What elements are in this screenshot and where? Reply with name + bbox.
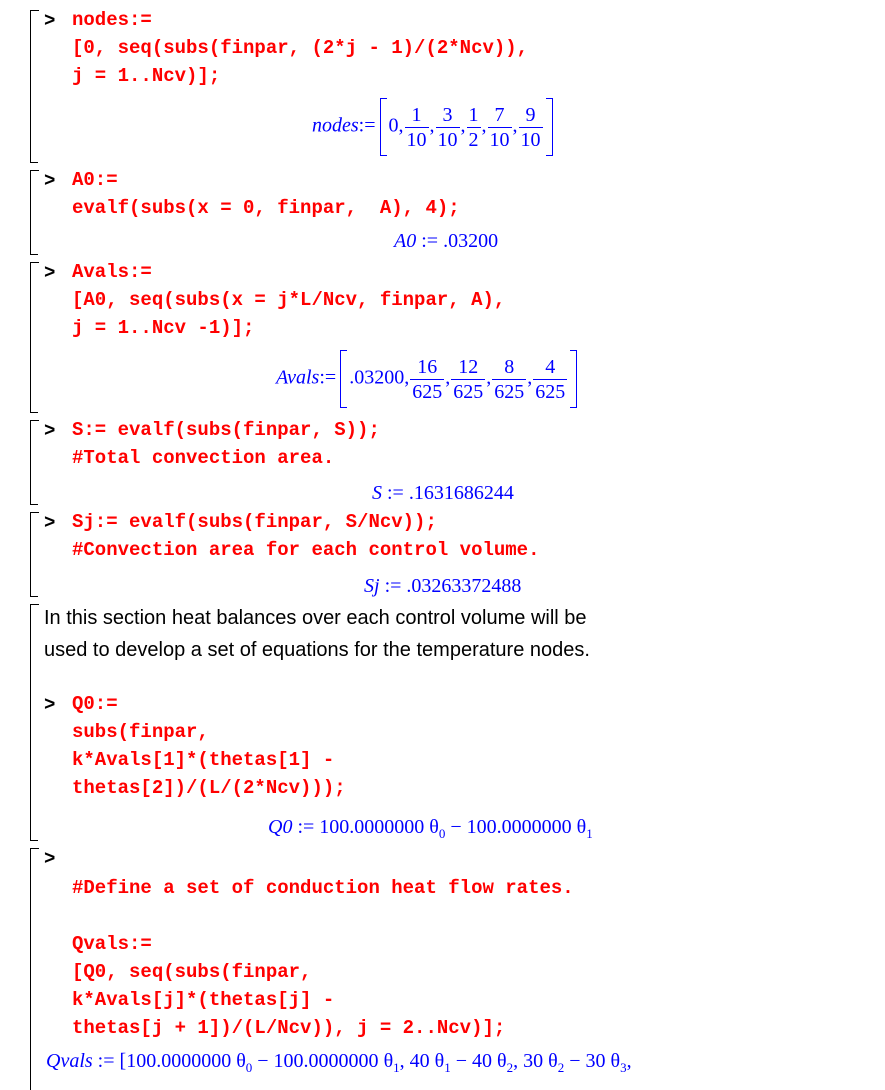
code-line [72,902,574,930]
first-value: .03200, [349,366,410,389]
code-line: #Total convection area. [72,447,335,469]
execution-group-bracket[interactable] [30,262,39,413]
left-bracket [340,350,347,408]
output-lhs: A0 [394,230,417,252]
code-line [72,846,574,874]
output-lhs: nodes [312,114,359,137]
code-line: Avals:= [72,261,152,283]
execution-group-bracket[interactable] [30,604,39,841]
code-line: k*Avals[j]*(thetas[j] - [72,989,335,1011]
code-line: #Define a set of conduction heat flow rates. [72,877,574,899]
code-input[interactable] [72,258,505,342]
code-line: thetas[j + 1])/(L/Ncv)), j = 2..Ncv)]; [72,1017,506,1039]
output-Sj: Sj := .03263372488 [364,575,522,597]
fraction: $\frac{16}{625}$ [412,355,443,403]
input-prompt: > [44,420,56,442]
output-Q0: Q0 := 100.0000000 $\theta_0 - 100.0000000$ $\theta_1$ [268,816,593,841]
code-line: S:= evalf(subs(finpar, S)); [72,419,380,441]
input-prompt: > [44,848,56,870]
output-Qvals: Qvals := [100.0000000 $\theta_0 - 100.0000000$ $\theta_1$, 40 $\theta_1 - 40$ $\theta_2$, 30 $\theta_2 - 30$ $\theta_3$, [46,1050,632,1075]
code-line: j = 1..Ncv -1)]; [72,317,255,339]
code-line: #Convection area for each control volume. [72,539,540,561]
code-line: A0:= [72,169,118,191]
code-input[interactable] [72,416,380,472]
output-value: .03263372488 [406,575,522,597]
fraction: $\frac{4}{625}$ [535,355,566,403]
input-prompt: > [44,694,56,716]
code-input[interactable] [72,690,346,802]
assign-op: := [358,114,376,137]
code-line: j = 1..Ncv)]; [72,65,221,87]
code-line: Sj:= evalf(subs(finpar, S/Ncv)); [72,511,437,533]
code-input[interactable] [72,508,539,564]
code-line: k*Avals[1]*(thetas[1] - [72,749,335,771]
output-lhs: S [372,482,382,504]
fraction: $\frac{8}{625}$ [494,355,525,403]
code-line: [A0, seq(subs(x = j*L/Ncv, finpar, A), [72,289,506,311]
output-S: S := .1631686244 [372,482,514,504]
execution-group-bracket[interactable] [30,10,39,163]
right-bracket [546,98,553,156]
code-line: [0, seq(subs(finpar, (2*j - 1)/(2*Ncv)), [72,37,529,59]
fraction: $\frac{7}{10}$ [489,103,510,151]
execution-group-bracket[interactable] [30,170,39,255]
output-A0: A0 := .03200 [394,230,499,252]
execution-group-bracket[interactable] [30,512,39,597]
code-line: nodes:= [72,9,152,31]
code-input[interactable] [72,166,460,222]
execution-group-bracket[interactable] [30,848,39,1090]
fraction: $\frac{3}{10}$ [437,103,458,151]
code-input[interactable] [72,6,528,90]
code-line: Qvals:= [72,933,152,955]
fraction: $\frac{12}{625}$ [453,355,484,403]
output-lhs: Sj [364,575,380,597]
code-line: thetas[2])/(L/(2*Ncv))); [72,777,346,799]
output-nodes: nodes:= 0, $\frac{1}{10}$ , $\frac{3}{10}$ , $\frac{1}{2}$ , $\frac{7}{10}$ , $\frac{9}{10}$ [312,98,553,156]
input-prompt: > [44,10,56,32]
code-input[interactable] [72,846,574,1042]
fraction: $\frac{1}{10}$ [406,103,427,151]
code-line: Q0:= [72,693,118,715]
fraction: $\frac{1}{2}$ [468,103,479,151]
text-line: In this section heat balances over each control volume will be [44,607,587,629]
text-line: used to develop a set of equations for the temperature nodes. [44,639,590,661]
code-line: [Q0, seq(subs(finpar, [72,961,312,983]
output-value: .03200 [443,230,499,252]
input-prompt: > [44,512,56,534]
output-lhs: Qvals [46,1050,93,1072]
input-prompt: > [44,262,56,284]
code-line: evalf(subs(x = 0, finpar, A), 4); [72,197,460,219]
fraction: $\frac{9}{10}$ [520,103,541,151]
output-lhs: Q0 [268,816,293,838]
input-prompt: > [44,170,56,192]
right-bracket [570,350,577,408]
code-line: subs(finpar, [72,721,209,743]
text-paragraph[interactable] [44,602,590,666]
output-value: .1631686244 [408,482,514,504]
output-Avals: Avals:= .03200, $\frac{16}{625}$ , $\frac{12}{625}$ , $\frac{8}{625}$ , $\frac{4}{625}$ [276,350,577,408]
execution-group-bracket[interactable] [30,420,39,505]
left-bracket [380,98,387,156]
first-value: 0, [388,114,404,137]
output-lhs: Avals [276,366,320,389]
